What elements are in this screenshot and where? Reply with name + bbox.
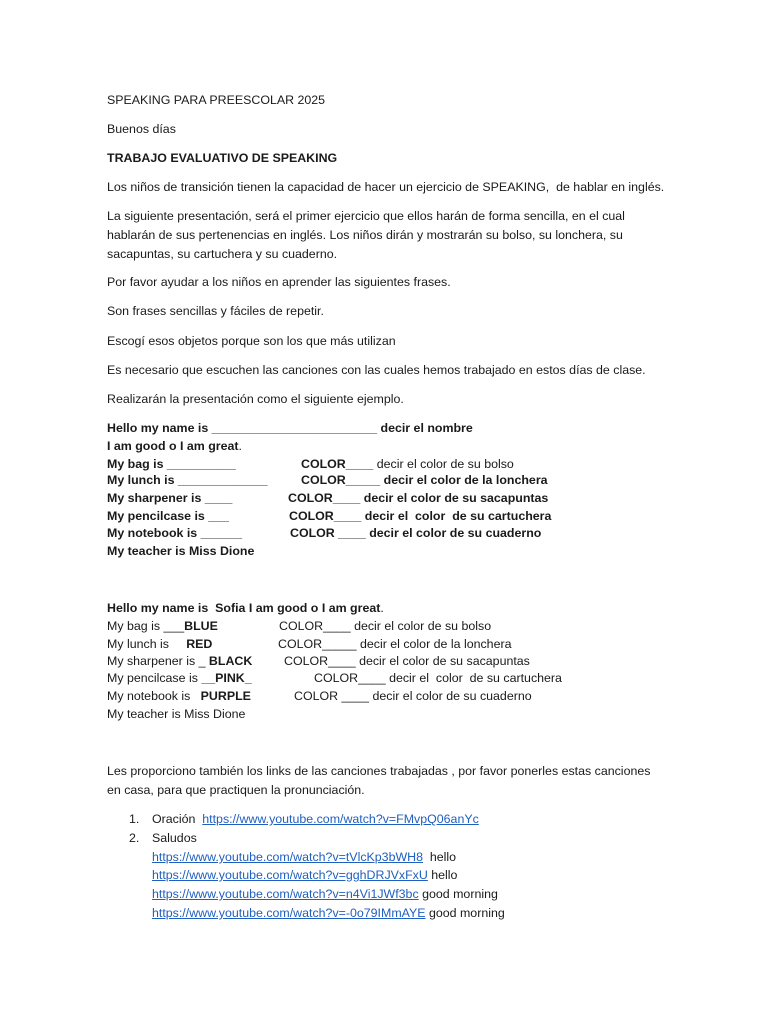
- template-row-lunch-color: COLOR_____: [301, 473, 381, 487]
- intro-paragraph-2-line-2: hablarán de sus pertenencias en inglés. Los niños dirán y mostrarán su bolso, su lonchera, su: [107, 228, 623, 242]
- example-row-lunch-left: [107, 637, 212, 652]
- saludos-link-row-1: [152, 850, 456, 865]
- template-row-notebook-desc: decir el color de su cuaderno: [365, 526, 542, 540]
- list-item-saludos-label: Saludos: [152, 831, 197, 845]
- example-row-notebook-value: PURPLE: [200, 689, 251, 703]
- template-row-bag-right: [301, 457, 514, 472]
- intro-paragraph-3: Por favor ayudar a los niños en aprender las siguientes frases.: [107, 275, 451, 289]
- template-row-notebook-right: [290, 526, 541, 541]
- example-intro-text: Hello my name is Sofia I am good o I am great: [107, 601, 381, 615]
- template-row-bag-desc: decir el color de su bolso: [373, 457, 514, 471]
- example-row-lunch-value: RED: [186, 637, 213, 651]
- example-row-bag-left: [107, 619, 218, 634]
- intro-paragraph-4: Son frases sencillas y fáciles de repetir.: [107, 304, 324, 318]
- saludos-link-row-2: [152, 868, 457, 883]
- oracion-song-link[interactable]: https://www.youtube.com/watch?v=FMvpQ06anYc: [202, 812, 479, 826]
- example-intro-line: [107, 601, 384, 616]
- example-row-notebook-right: COLOR ____ decir el color de su cuaderno: [294, 689, 532, 703]
- template-row-notebook-color: COLOR ____: [290, 526, 366, 540]
- template-row-sharpener-right: [288, 491, 548, 506]
- saludos-link-note-1: hello: [423, 850, 457, 864]
- template-teacher-line: My teacher is Miss Dione: [107, 544, 255, 558]
- template-row-lunch-desc: decir el color de la lonchera: [380, 473, 548, 487]
- template-row-pencilcase-left: My pencilcase is ___: [107, 509, 229, 523]
- template-row-bag-left: My bag is __________: [107, 457, 236, 471]
- document-title: SPEAKING PARA PREESCOLAR 2025: [107, 93, 326, 107]
- example-row-pencilcase-left: [107, 671, 252, 686]
- example-row-bag-pre: My bag is ___: [107, 619, 185, 633]
- template-good-text: I am good o I am great: [107, 439, 239, 453]
- template-row-sharpener-left: My sharpener is ____: [107, 491, 233, 505]
- template-good-period: .: [238, 439, 242, 453]
- example-row-pencilcase-value: __PINK_: [201, 671, 252, 685]
- template-row-sharpener-color: COLOR____: [288, 491, 361, 505]
- template-row-bag-color: COLOR____: [301, 457, 374, 471]
- saludos-link-row-3: [152, 887, 498, 902]
- intro-paragraph-2-line-1: La siguiente presentación, será el primer ejercicio que ellos harán de forma sencilla, en el cual: [107, 209, 625, 223]
- template-row-pencilcase-desc: decir el color de su cartuchera: [361, 509, 552, 523]
- intro-paragraph-5: Escogí esos objetos porque son los que más utilizan: [107, 334, 396, 348]
- saludos-song-link-4[interactable]: https://www.youtube.com/watch?v=-0o79IMmAYE: [152, 906, 426, 920]
- example-teacher-line: My teacher is Miss Dione: [107, 707, 246, 721]
- example-row-sharpener-left: [107, 654, 252, 669]
- saludos-link-note-2: hello: [427, 868, 458, 882]
- saludos-song-link-3[interactable]: https://www.youtube.com/watch?v=n4Vi1JWf3bc: [152, 887, 419, 901]
- intro-paragraph-7: Realizarán la presentación como el siguiente ejemplo.: [107, 392, 404, 406]
- example-row-sharpener-pre: My sharpener is _: [107, 654, 209, 668]
- section-heading: TRABAJO EVALUATIVO DE SPEAKING: [107, 151, 338, 165]
- intro-paragraph-1: Los niños de transición tienen la capacidad de hacer un ejercicio de SPEAKING, de hablar en inglés.: [107, 180, 665, 194]
- example-row-pencilcase-right: COLOR____ decir el color de su cartuchera: [314, 671, 562, 685]
- intro-paragraph-2-line-3: sacapuntas, su cartuchera y su cuaderno.: [107, 247, 338, 261]
- songs-intro-line-2: en casa, para que practiquen la pronunciación.: [107, 783, 365, 797]
- template-good-line: [107, 439, 242, 454]
- template-row-lunch-left: My lunch is _____________: [107, 473, 268, 487]
- songs-intro-line-1: Les proporciono también los links de las canciones trabajadas , por favor ponerles estas canciones: [107, 764, 651, 778]
- saludos-link-row-4: [152, 906, 505, 921]
- saludos-link-note-4: good morning: [425, 906, 505, 920]
- template-row-lunch-right: [301, 473, 548, 488]
- list-item-oracion-label: Oración: [152, 812, 196, 826]
- template-name-line: Hello my name is ________________________ decir el nombre: [107, 421, 473, 435]
- saludos-song-link-2[interactable]: https://www.youtube.com/watch?v=gghDRJVxFxU: [152, 868, 428, 882]
- example-row-lunch-pre: My lunch is: [107, 637, 187, 651]
- example-row-notebook-pre: My notebook is: [107, 689, 201, 703]
- example-intro-period: .: [380, 601, 384, 615]
- list-number-1: 1.: [129, 812, 140, 826]
- template-row-pencilcase-right: [289, 509, 551, 524]
- saludos-song-link-1[interactable]: https://www.youtube.com/watch?v=tVlcKp3bWH8: [152, 850, 423, 864]
- intro-paragraph-6: Es necesario que escuchen las canciones con las cuales hemos trabajado en estos días de clase.: [107, 363, 646, 377]
- template-row-notebook-left: My notebook is ______: [107, 526, 242, 540]
- example-row-bag-right: COLOR____ decir el color de su bolso: [279, 619, 492, 633]
- saludos-link-note-3: good morning: [418, 887, 498, 901]
- template-row-pencilcase-color: COLOR____: [289, 509, 362, 523]
- template-row-sharpener-desc: decir el color de su sacapuntas: [360, 491, 549, 505]
- list-item-oracion: [152, 812, 479, 827]
- greeting: Buenos días: [107, 122, 176, 136]
- example-row-bag-value: BLUE: [184, 619, 218, 633]
- example-row-notebook-left: [107, 689, 251, 704]
- example-row-pencilcase-pre: My pencilcase is: [107, 671, 202, 685]
- list-number-2: 2.: [129, 831, 140, 845]
- example-row-sharpener-value: BLACK: [208, 654, 253, 668]
- example-row-lunch-right: COLOR_____ decir el color de la lonchera: [278, 637, 512, 651]
- example-row-sharpener-right: COLOR____ decir el color de su sacapuntas: [284, 654, 530, 668]
